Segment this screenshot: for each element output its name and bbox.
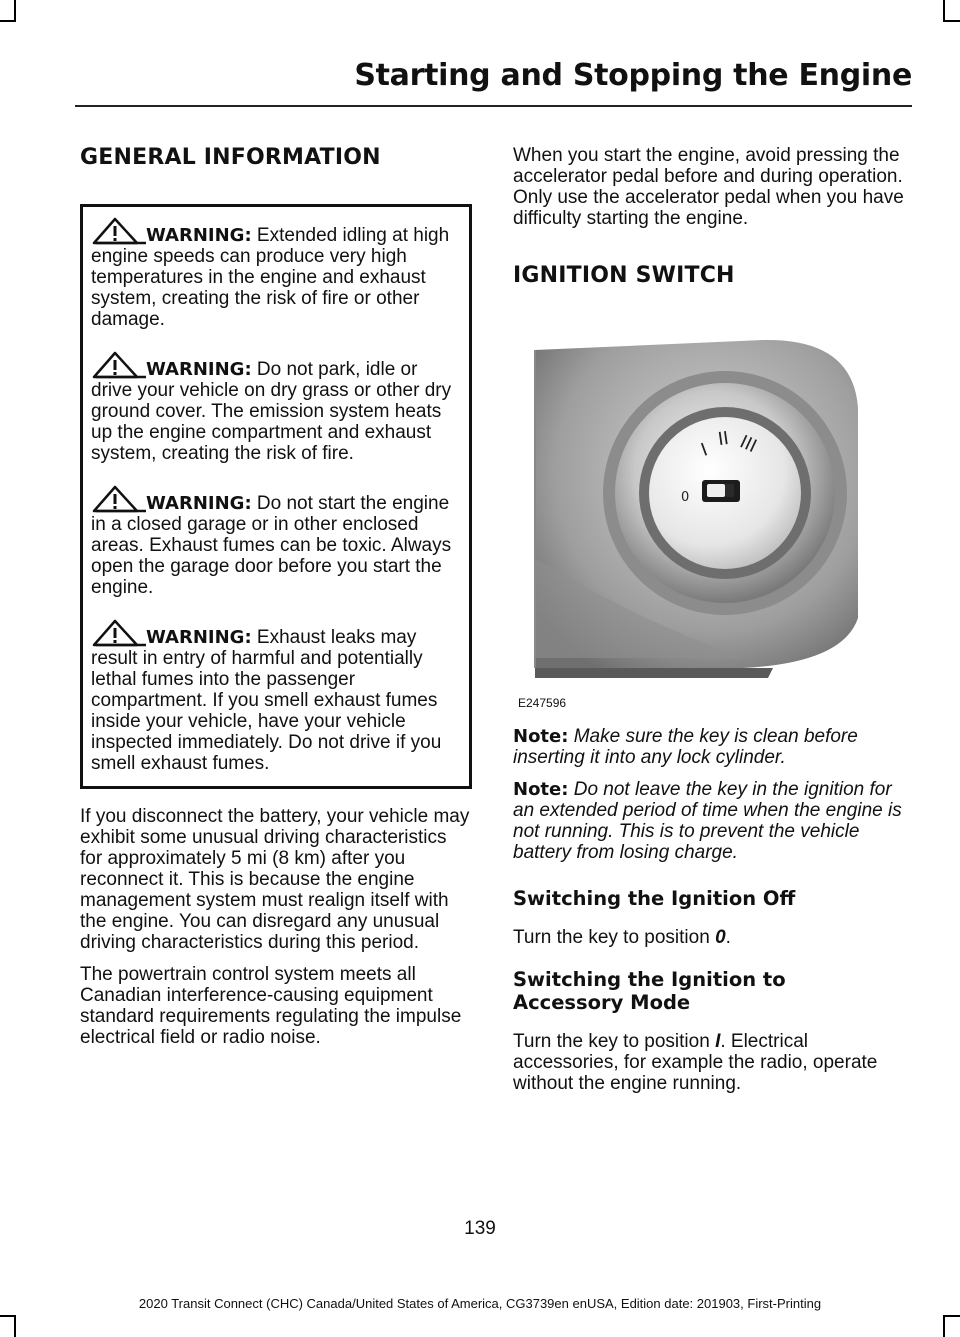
note-leave-key	[513, 779, 911, 863]
warning-text: Extended idling at high engine speeds can produce very high temperatures in the engine and exhaust system, creating the risk of fire or other damage.	[91, 225, 450, 330]
text-span: Turn the key to position	[513, 1031, 716, 1052]
text-span: . Electrical accessories, for example the radio, operate without the engine running.	[513, 1031, 878, 1094]
subheading-accessory-mode: Switching the Ignition to Accessory Mode	[513, 968, 786, 1014]
warning-item	[91, 485, 463, 598]
warning-text: Exhaust leaks may result in entry of harmful and potentially lethal fumes into the passenger compartment. If you smell exhaust fumes inside your vehicle, have your vehicle inspected immediately. Do not drive if you smell exhaust fumes.	[91, 627, 442, 774]
warning-text: Do not start the engine in a closed garage or in other enclosed areas. Exhaust fumes can be toxic. Always open the garage door before you start the engine.	[91, 493, 452, 598]
warning-text: Do not park, idle or drive your vehicle on dry grass or other dry ground cover. The emission system heats up the engine compartment and exhaust system, creating the risk of fire.	[91, 359, 452, 464]
position-mark-3: III	[736, 431, 760, 458]
warning-label: WARNING:	[146, 493, 252, 514]
figure-code: E247596	[518, 696, 567, 710]
ignition-off-text	[513, 927, 911, 948]
crop-mark	[0, 1315, 16, 1317]
warning-label: WARNING:	[146, 359, 252, 380]
right-column	[513, 145, 911, 1094]
warning-label: WARNING:	[146, 627, 252, 648]
position-mark-1: I	[698, 439, 711, 461]
crop-mark	[943, 1315, 960, 1317]
warning-item	[91, 619, 463, 774]
warning-box	[80, 204, 472, 789]
powertrain-paragraph: The powertrain control system meets all Canadian interference-causing equipment standard requirements regulating the impulse electrical field or radio noise.	[80, 964, 462, 1048]
crop-mark	[14, 1315, 16, 1337]
note-text: Do not leave the key in the ignition for an extended period of time when the engine is not running. This is to prevent the vehicle battery from losing charge.	[513, 779, 902, 863]
left-column	[80, 145, 472, 1048]
warning-label: WARNING:	[146, 225, 252, 246]
warning-triangle-icon	[91, 217, 146, 245]
text-span: .	[725, 927, 731, 948]
warning-triangle-icon	[91, 619, 146, 647]
ignition-switch-figure	[513, 318, 911, 710]
header-divider	[75, 105, 912, 107]
crop-mark	[14, 0, 16, 22]
crop-mark	[943, 1315, 945, 1337]
warning-triangle-icon	[91, 485, 146, 513]
position-value: I	[715, 1031, 721, 1052]
key-slot	[702, 480, 740, 502]
crop-mark	[0, 20, 16, 22]
battery-paragraph: If you disconnect the battery, your vehicle may exhibit some unusual driving characteristics for approximately 5 mi (8 km) after you reconnect it. This is because the engine management system must realign itself with the engine. You can disregard any unusual driving characteristics during this period.	[80, 806, 470, 953]
page-number: 139	[464, 1218, 496, 1239]
section-heading-general-information: GENERAL INFORMATION	[80, 145, 381, 170]
warning-item	[91, 217, 463, 330]
accessory-mode-text	[513, 1031, 911, 1094]
crop-mark	[943, 0, 945, 22]
position-mark-0: 0	[681, 490, 690, 505]
warning-triangle-icon	[91, 351, 146, 379]
ignition-switch-illustration	[513, 318, 911, 706]
intro-paragraph: When you start the engine, avoid pressing the accelerator pedal before and during operation. Only use the accelerator pedal when you have difficulty starting the engine.	[513, 145, 904, 229]
position-value: 0	[715, 927, 726, 948]
subheading-ignition-off: Switching the Ignition Off	[513, 887, 796, 910]
note-clean-key	[513, 726, 911, 768]
position-mark-2: II	[716, 427, 731, 451]
page-header-title: Starting and Stopping the Engine	[354, 58, 912, 93]
note-label: Note:	[513, 779, 569, 800]
warning-item	[91, 351, 463, 464]
note-label: Note:	[513, 726, 569, 747]
note-text: Make sure the key is clean before inserting it into any lock cylinder.	[513, 726, 858, 768]
page-footer: 2020 Transit Connect (CHC) Canada/United States of America, CG3739en enUSA, Edition date: 201903, First-Printing	[138, 1296, 822, 1311]
crop-mark	[943, 20, 960, 22]
text-span: Turn the key to position	[513, 927, 716, 948]
section-heading-ignition-switch: IGNITION SWITCH	[513, 263, 735, 288]
